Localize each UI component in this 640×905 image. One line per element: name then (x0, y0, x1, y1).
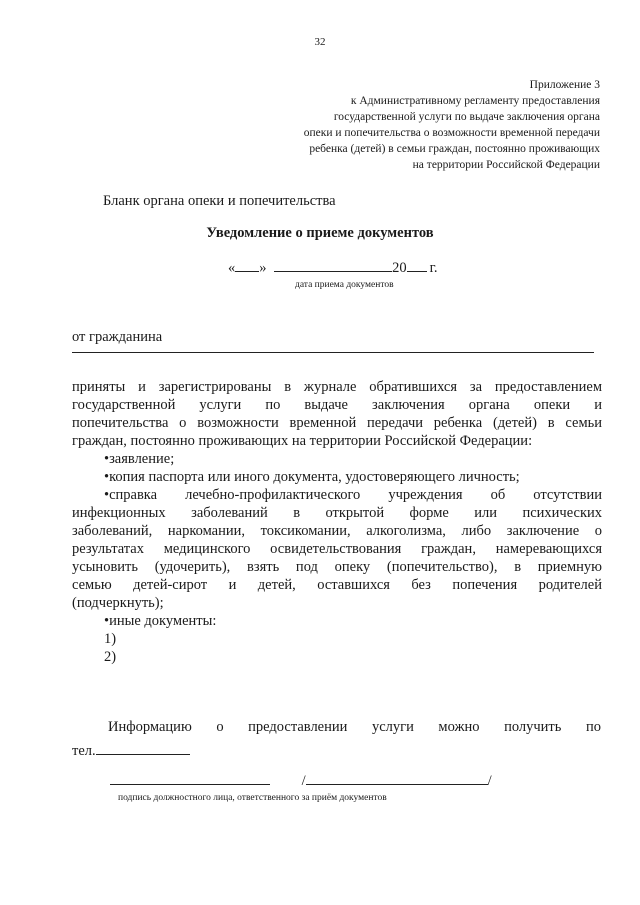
appendix-line-6: на территории Российской Федерации (412, 159, 600, 171)
date-caption: дата приема документов (295, 280, 394, 290)
document-body (72, 378, 602, 666)
signature-line (110, 770, 492, 790)
signature-caption: подпись должностного лица, ответственного за приём документов (118, 793, 387, 803)
tel-label: тел. (72, 743, 96, 759)
appendix-line-5: ребенка (детей) в семьи граждан, постоянно проживающих (309, 143, 600, 155)
bullet-icon: • (104, 487, 110, 503)
certificate-line: результатах медицинского освидетельствования граждан, намеревающихся (72, 541, 602, 557)
certificate-line: инфекционных заболеваний в открытой форме или психических (72, 505, 602, 521)
blank-label: Бланк органа опеки и попечительства (103, 193, 336, 209)
year-prefix: 20 (392, 260, 407, 276)
bullet-icon: • (104, 613, 110, 629)
day-blank (235, 257, 259, 272)
appendix-line-4: опеки и попечительства о возможности временной передачи (303, 127, 600, 139)
intro-line: приняты и зарегистрированы в журнале обратившихся за предоставлением (72, 379, 602, 395)
document-title: Уведомление о приеме документов (206, 225, 434, 241)
certificate-line: (подчеркнуть); (72, 595, 164, 611)
numbered-item-1: 1) (104, 631, 117, 647)
slash: / (487, 773, 492, 789)
tel-blank (96, 740, 190, 755)
signature-blank (110, 770, 270, 785)
open-quote: « (228, 260, 236, 276)
list-item-passport: •копия паспорта или иного документа, удостоверяющего личность; (104, 469, 520, 485)
month-blank (274, 257, 392, 272)
year-suffix: г. (429, 260, 438, 276)
name-blank (306, 770, 488, 785)
date-line (228, 257, 438, 277)
tel-line (72, 740, 190, 760)
slash: / (301, 773, 306, 789)
list-item-certificate: •справка лечебно-профилактического учреждения об отсутствии (104, 487, 602, 503)
from-label: от гражданина (72, 329, 163, 345)
numbered-item-2: 2) (104, 649, 117, 665)
certificate-line: заболеваний, наркомании, токсикомании, алкоголизма, либо заключение о (72, 523, 602, 539)
bullet-icon: • (104, 451, 110, 467)
appendix-line-2: к Административному регламенту предоставления (350, 95, 600, 107)
page-number: 32 (314, 36, 326, 48)
certificate-line: семью детей-сирот и детей, оставшихся без попечения родителей (72, 577, 602, 593)
intro-line: попечительства о возможности временной передачи ребенка (детей) в семьи (72, 415, 602, 431)
close-quote: » (259, 260, 267, 276)
appendix-line-3: государственной услуги по выдаче заключения органа (333, 111, 600, 123)
intro-line: государственной услуги по выдаче заключения органа опеки и (72, 397, 602, 413)
info-line: Информацию о предоставлении услуги можно получить по (108, 719, 601, 735)
year-blank (407, 257, 427, 272)
list-item-other: •иные документы: (104, 613, 217, 629)
list-item-application: •заявление; (104, 451, 175, 467)
citizen-name-line (72, 352, 594, 353)
bullet-icon: • (104, 469, 110, 485)
appendix-line-1: Приложение 3 (529, 79, 600, 91)
intro-line: граждан, постоянно проживающих на территории Российской Федерации: (72, 433, 533, 449)
certificate-line: усыновить (удочерить), взять под опеку (попечительство), в приемную (72, 559, 602, 575)
